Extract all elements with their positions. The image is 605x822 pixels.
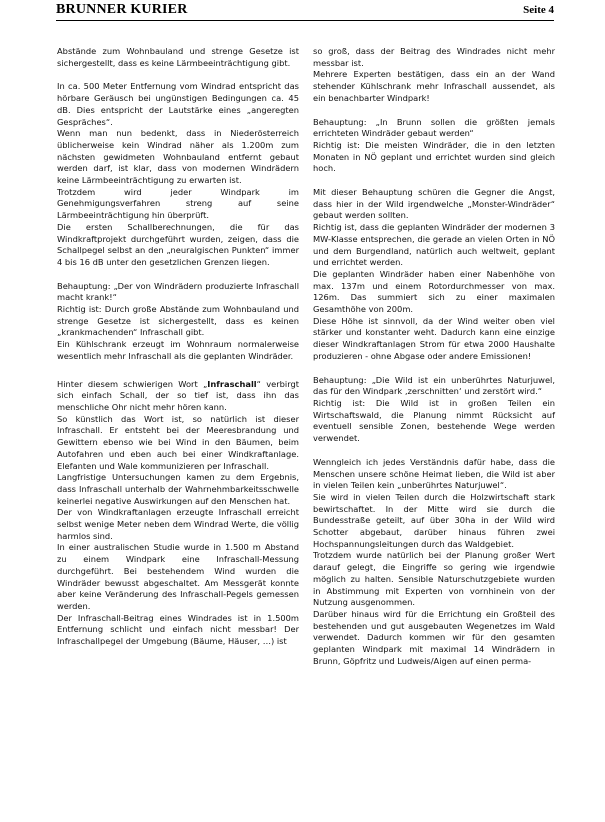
paragraph: Darüber hinaus wird für die Errichtung ein Großteil des bestehenden und gut ausgebauten Wegenetzes im Wald verwendet. Dadurch kommen wir für den gesamten geplanten Windpark mit maximal 14 Windrädern in Brunn, Göpfritz und Ludweis/Aigen auf einen perma- — [313, 608, 555, 666]
paragraph: In ca. 500 Meter Entfernung vom Windrad entspricht das hörbare Geräusch bei ungünstigen Bedingungen ca. 45 dB. Dies entspricht der Lautstärke eines „angeregten Gespräches“. — [57, 81, 299, 127]
paragraph: Richtig ist: Durch große Abstände zum Wohnbauland und strenge Gesetze ist sichergestellt, dass es keinen „krankmachenden“ Infraschall gibt. — [57, 304, 299, 338]
paragraph: Abstände zum Wohnbauland und strenge Gesetze ist sichergestellt, dass es keine Lärmbeeinträchtigung gibt. — [57, 46, 299, 68]
paragraph: Sie wird in vielen Teilen durch die Holzwirtschaft stark bewirtschaftet. In der Mitte wird sie durch die Bundesstraße geteilt, auf über 30ha in der Wild wird Schotter abgebaut, darüber hinaus führen zwei Hochspannungsleitungen durch das Waldgebiet. — [313, 491, 555, 549]
claim-paragraph: Behauptung: „Die Wild ist ein unberührtes Naturjuwel, das für den Windpark ‚zerschnitten‘ und zerstört wird.“ — [313, 374, 555, 397]
claim-paragraph: Behauptung: „Der von Windrädern produzierte Infraschall macht krank!“ — [57, 280, 299, 303]
paragraph: Richtig ist: Die meisten Windräder, die in den letzten Monaten in NÖ geplant und errichtet wurden sind gleich hoch. — [313, 139, 555, 174]
left-column — [57, 46, 299, 648]
paragraph: Die ersten Schallberechnungen, die für das Windkraftprojekt durchgeführt wurden, zeigen, dass die Schallpegel selbst an den „neuralgischen Punkten“ immer 4 bis 16 dB unter den gesetzlichen Grenzen liegen. — [57, 221, 299, 267]
claim-paragraph: Behauptung: „In Brunn sollen die größten jemals errichteten Windräder gebaut werden“ — [313, 116, 555, 139]
paragraph: Ein Kühlschrank erzeugt im Wohnraum normalerweise wesentlich mehr Infraschall als die geplanten Windräder. — [57, 339, 299, 361]
paragraph — [57, 379, 299, 414]
paragraph: Langfristige Untersuchungen kamen zu dem Ergebnis, dass Infraschall unterhalb der Wahrnehmbarkeitsschwelle keinerlei negative Auswirkungen auf den Menschen hat. — [57, 472, 299, 506]
page-number: Seite 4 — [523, 4, 554, 16]
paragraph: Richtig ist: Die Wild ist in großen Teilen ein Wirtschaftswald, die Planung nimmt Rücksicht auf eventuell sensible Zonen, bestehende Wege werden verwendet. — [313, 397, 555, 444]
paragraph: Die geplanten Windräder haben einer Nabenhöhe von max. 137m und einem Rotordurchmesser von max. 126m. Das summiert sich zu einer maximalen Gesamthöhe von 200m. — [313, 268, 555, 315]
paragraph: Diese Höhe ist sinnvoll, da der Wind weiter oben viel stärker und konstanter weht. Dadurch kann eine einzige dieser Windkraftanlagen Strom für etwa 2000 Haushalte produzieren - ohne Abgase oder andere Emissionen! — [313, 315, 555, 361]
paragraph: Der von Windkraftanlagen erzeugte Infraschall erreicht selbst wenige Meter neben dem Windrad Werte, die völlig harmlos sind. — [57, 507, 299, 541]
paragraph: Mit dieser Behauptung schüren die Gegner die Angst, dass hier in der Wild irgendwelche „Monster-Windräder“ gebaut werden sollten. — [313, 187, 555, 221]
paragraph: So künstlich das Wort ist, so natürlich ist dieser Infraschall. Er entsteht bei der Meeresbrandung und Gewittern ebenso wie bei Wind in den Bäumen, beim Autofahren und eben auch bei einer Windkraftanlage. Elefanten und Wale kommunizieren per Infraschall. — [57, 413, 299, 471]
paragraph: In einer australischen Studie wurde in 1.500 m Abstand zu einem Windpark eine Infraschall-Messung durchgeführt. Bei bestehendem Wind wurden die Windräder bewusst abgeschaltet. Am Messgerät konnte aber keine Veränderung des Infraschall-Pegels gemessen werden. — [57, 542, 299, 611]
paragraph: Richtig ist, dass die geplanten Windräder der modernen 3 MW-Klasse entsprechen, die gerade an vielen Orten in NÖ und dem Burgendland, natürlich auch weltweit, geplant und errichtet werden. — [313, 222, 555, 268]
right-column — [313, 46, 555, 667]
paragraph: Wenn man nun bedenkt, dass in Niederösterreich üblicherweise kein Windrad näher als 1.200m zum nächsten gewidmeten Wohnbauland entfernt gebaut werden darf, ist klar, dass von modernen Windrädern keine Lärmbeeinträchtigung zu erwarten ist. — [57, 128, 299, 186]
paragraph: Wenngleich ich jedes Verständnis dafür habe, dass die Menschen unsere schöne Heimat lieben, die Wild ist aber in vielen Teilen kein „unberührtes Naturjuwel“. — [313, 456, 555, 491]
text-run: “ verbirgt sich einfach Schall, der so tief ist, dass ihn das menschliche Ohr nicht mehr hören kann. — [57, 378, 299, 412]
paragraph: Trotzdem wurde natürlich bei der Planung großer Wert darauf gelegt, die Eingriffe so gering wie irgendwie möglich zu halten. Sensible Naturschutzgebiete wurden in Abstimmung mit Experten von vornhinein von der Nutzung ausgenommen. — [313, 550, 555, 608]
paragraph: Trotzdem wird jeder Windpark im Genehmigungsverfahren streng auf seine Lärmbeeinträchtigung hin überprüft. — [57, 186, 299, 221]
page-header — [56, 2, 554, 21]
text-run: Hinter diesem schwierigen Wort „ — [57, 378, 208, 389]
masthead-title: BRUNNER KURIER — [56, 2, 188, 17]
bold-term: Infraschall — [207, 378, 257, 389]
paragraph: Mehrere Experten bestätigen, dass ein an der Wand stehender Kühlschrank mehr Infraschall aussendet, als ein benachbarter Windpark! — [313, 69, 555, 103]
paragraph: Der Infraschall-Beitrag eines Windrades ist in 1.500m Entfernung schlicht und einfach nicht messbar! Der Infraschallpegel der Umgebung (Bäume, Häuser, …) ist — [57, 612, 299, 647]
paragraph: so groß, dass der Beitrag des Windrades nicht mehr messbar ist. — [313, 46, 555, 68]
